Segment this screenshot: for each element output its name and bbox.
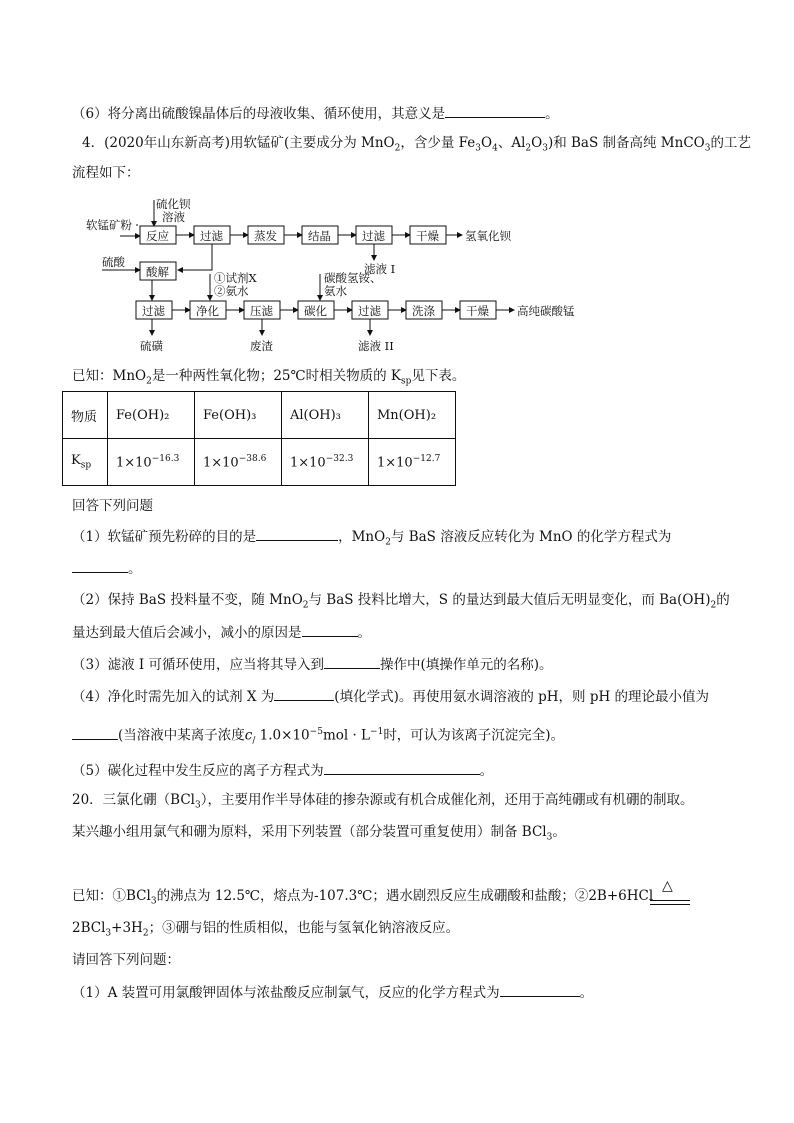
answer-blank[interactable] <box>324 760 480 775</box>
question-2: （2）保持 BaS 投料量不变，随 MnO$_2$与 BaS 投料比增大，S 的量达到最大值后无明显变化，而 $Ba(OH)_2$的 <box>72 592 730 611</box>
flow-reagent-ammonia: ②氨水 <box>214 284 249 298</box>
table-header-row <box>63 392 456 439</box>
question-2-cont: 量达到最大值后会减小，减小的原因是 。 <box>72 622 371 643</box>
answer-blank[interactable] <box>274 686 334 701</box>
flow-row2 <box>136 301 575 319</box>
question-4: （4）净化时需先加入的试剂 X 为 (填化学式)。再使用氨水调溶液的 pH，则 pH 的理论最小值为 <box>72 686 709 707</box>
please-answer: 请回答下列问题： <box>72 952 180 968</box>
svg-text:干燥: 干燥 <box>416 229 439 243</box>
question-1-cont: 。 <box>72 558 142 579</box>
q20-line2: 某兴趣小组用氯气和硼为原料，采用下列装置（部分装置可重复使用）制备 BCl$_3$。 <box>72 824 566 843</box>
flow-out-sulfur: 硫磺 <box>140 339 163 353</box>
table-cell: Fe(OH)₂ <box>108 392 195 439</box>
answer-blank[interactable] <box>72 725 118 740</box>
question-4-cont: (当溶液中某离子浓度$c_/$ $1.0\times 10^{-5}mol \cdot L^{-1}$时，可认为该离子沉淀完全)。 <box>72 722 564 751</box>
q6-line: （6）将分离出硫酸镍晶体后的母液收集、循环使用，其意义是 。 <box>72 103 559 124</box>
flow-reagent-nh4hco3: 碳酸氢铵、 <box>324 271 382 285</box>
flow-out-residue: 废渣 <box>250 339 273 353</box>
table-header-label: 物质 <box>63 392 108 439</box>
answer-blank[interactable] <box>302 622 358 637</box>
known-info-1: 已知：MnO$_2$是一种两性氧化物；25℃时相关物质的 $K_{sp}$见下表。 <box>72 368 466 387</box>
table-cell: Al(OH)₃ <box>282 392 369 439</box>
answer-blank[interactable] <box>445 103 545 118</box>
table-cell: Fe(OH)₃ <box>195 392 282 439</box>
q4-heading-line2: 流程如下： <box>72 165 140 181</box>
table-row <box>63 439 456 486</box>
svg-text:干燥: 干燥 <box>466 304 489 318</box>
answer-blank[interactable] <box>500 982 580 997</box>
ksp-table <box>62 391 456 486</box>
svg-text:反应: 反应 <box>146 229 169 243</box>
known-info-2: 已知：①BCl$_3$的沸点为 12.5℃，熔点为-107.3℃；遇水剧烈反应生成硼酸和盐酸；②2B+6HCl <box>72 888 654 907</box>
svg-text:过滤: 过滤 <box>358 304 381 318</box>
svg-text:压滤: 压滤 <box>250 304 273 318</box>
q20-line1: 20．三氯化硼（BCl$_3$），主要用作半导体硅的掺杂源或有机合成催化剂，还用于高纯硼或有机硼的制取。 <box>72 792 694 811</box>
flow-input-ore: 软锰矿粉 <box>86 218 132 232</box>
flow-product-baoh2: 氢氧化钡 <box>465 229 511 243</box>
svg-text:酸解: 酸解 <box>146 265 169 279</box>
table-cell: $1\times 10^{-38.6}$ <box>195 439 282 486</box>
flow-out-filtrate2: 滤液 II <box>358 339 394 353</box>
svg-text:洗涤: 洗涤 <box>412 304 435 318</box>
answer-blank[interactable] <box>324 654 380 669</box>
svg-text:结晶: 结晶 <box>308 229 331 243</box>
table-row-label: $K_{sp}$ <box>63 439 108 486</box>
question-3: （3）滤液 I 可循环使用，应当将其导入到 操作中(填操作单元的名称)。 <box>72 654 553 675</box>
table-cell: Mn(OH)₂ <box>369 392 456 439</box>
svg-text:过滤: 过滤 <box>200 229 223 243</box>
table-cell: $1\times 10^{-16.3}$ <box>108 439 195 486</box>
svg-text:碳化: 碳化 <box>304 304 327 318</box>
heat-condition-symbol: △ <box>650 880 690 910</box>
svg-text:过滤: 过滤 <box>142 304 165 318</box>
answer-blank[interactable] <box>72 558 128 573</box>
svg-text:净化: 净化 <box>196 304 219 318</box>
flow-input-acid: 硫酸 <box>102 255 125 269</box>
svg-text:过滤: 过滤 <box>362 229 385 243</box>
flow-row1 <box>140 226 511 276</box>
table-cell: $1\times 10^{-32.3}$ <box>282 439 369 486</box>
process-flow-diagram <box>80 196 640 361</box>
answer-blank[interactable] <box>256 526 338 541</box>
q4-heading: 4．(2020年山东新高考)用软锰矿(主要成分为 MnO$_2$，含少量 $Fe_3O_4$、$Al_2O_3$)和 BaS 制备高纯 MnCO$_3$的工艺 <box>82 135 751 154</box>
answer-prompt: 回答下列问题 <box>72 498 153 514</box>
flow-reagent-bas-1: 硫化钡 <box>156 197 191 211</box>
svg-text:蒸发: 蒸发 <box>254 229 277 243</box>
flow-reagent-ammonia2: 氨水 <box>324 284 347 298</box>
question-a: （1）A 装置可用氯酸钾固体与浓盐酸反应制氯气，反应的化学方程式为 。 <box>72 982 593 1003</box>
known-info-2-cont: $2BCl_3+3H_2$；③硼与铝的性质相似，也能与氢氧化钠溶液反应。 <box>72 920 460 939</box>
flow-product-mnco3: 高纯碳酸锰 <box>517 304 575 318</box>
flow-reagent-bas-2: 溶液 <box>162 210 185 224</box>
question-1: （1）软锰矿预先粉碎的目的是 ，MnO$_2$与 BaS 溶液反应转化为 MnO 的化学方程式为 <box>72 526 671 553</box>
flow-reagent-x: ①试剂X <box>214 271 257 285</box>
question-5: （5）碳化过程中发生反应的离子方程式为 。 <box>72 760 493 781</box>
flow-filtrate-1: 滤液 I <box>364 262 396 276</box>
table-cell: $1\times 10^{-12.7}$ <box>369 439 456 486</box>
